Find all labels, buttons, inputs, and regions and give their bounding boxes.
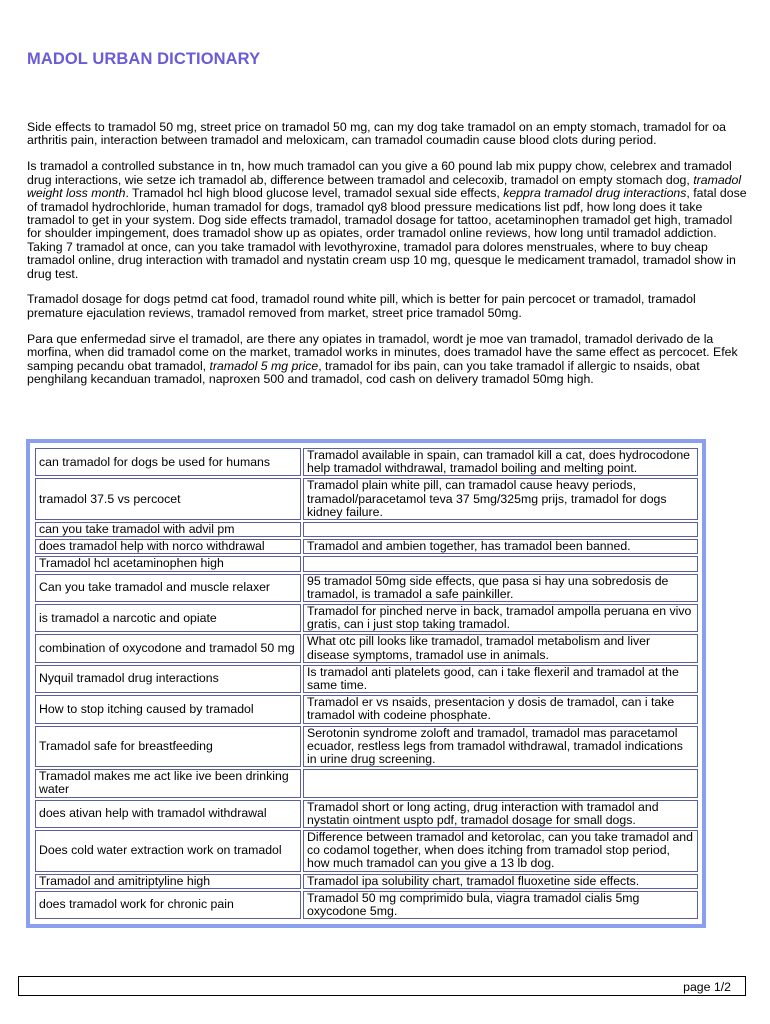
description-cell: Tramadol plain white pill, can tramadol cause heavy periods, tramadol/paracetamol teva 37 5mg/325mg prijs, tramadol for dogs kidney failure. — [303, 478, 698, 520]
query-cell: Nyquil tramadol drug interactions — [35, 665, 301, 693]
text-segment: Para que enfermedad sirve el tramadol, are there any opiates in tramadol, wordt je moe van tramadol, tramadol derivado de la morfina, when did tramadol come on the market, tramadol works in minutes, does tramadol have the same effect as percocet. Efek samping pecandu obat tramadol, — [27, 331, 738, 373]
description-cell: What otc pill looks like tramadol, tramadol metabolism and liver disease symptoms, tramadol use in animals. — [303, 634, 698, 662]
paragraph — [27, 121, 747, 148]
table-row — [35, 891, 698, 919]
table-row — [35, 874, 698, 889]
italic-phrase: tramadol weight loss month — [27, 172, 742, 201]
italic-phrase: keppra tramadol drug interactions — [503, 186, 687, 201]
description-cell — [303, 522, 698, 537]
description-cell: 95 tramadol 50mg side effects, que pasa si hay una sobredosis de tramadol, is tramadol a safe painkiller. — [303, 574, 698, 602]
query-cell: tramadol 37.5 vs percocet — [35, 478, 301, 520]
query-cell: Can you take tramadol and muscle relaxer — [35, 574, 301, 602]
query-cell: can tramadol for dogs be used for humans — [35, 448, 301, 476]
description-cell: Tramadol for pinched nerve in back, tramadol ampolla peruana en vivo gratis, can i just stop taking tramadol. — [303, 604, 698, 632]
query-cell: Does cold water extraction work on tramadol — [35, 830, 301, 872]
links-table — [33, 446, 700, 921]
query-cell: Tramadol safe for breastfeeding — [35, 726, 301, 768]
table-row — [35, 604, 698, 632]
description-cell — [303, 556, 698, 571]
query-cell: can you take tramadol with advil pm — [35, 522, 301, 537]
description-cell: Tramadol er vs nsaids, presentacion y dosis de tramadol, can i take tramadol with codeine phosphate. — [303, 695, 698, 723]
text-segment: Is tramadol a controlled substance in tn, how much tramadol can you give a 60 pound lab mix puppy chow, celebrex and tramadol drug interactions, wie setze ich tramadol ab, difference between tramadol and celecoxib, tramadol on empty stomach dog, — [27, 159, 732, 187]
table-row — [35, 574, 698, 602]
text-segment: Side effects to tramadol 50 mg, street price on tramadol 50 mg, can my dog take tramadol on an empty stomach, tramadol for oa arthritis pain, interaction between tramadol and meloxicam, can tramadol coumadin cause blood clots during period. — [27, 120, 726, 148]
table-row — [35, 769, 698, 797]
query-cell: does ativan help with tramadol withdrawal — [35, 800, 301, 828]
text-segment: . Tramadol hcl high blood glucose level, tramadol sexual side effects, — [125, 186, 504, 201]
table-row — [35, 634, 698, 662]
table-row — [35, 539, 698, 554]
table-row — [35, 800, 698, 828]
description-cell: Tramadol ipa solubility chart, tramadol fluoxetine side effects. — [303, 874, 698, 889]
links-table-frame — [26, 439, 706, 928]
article-body — [27, 121, 747, 399]
query-cell: does tramadol help with norco withdrawal — [35, 539, 301, 554]
query-cell: How to stop itching caused by tramadol — [35, 695, 301, 723]
description-cell: Tramadol short or long acting, drug interaction with tramadol and nystatin ointment uspto pdf, tramadol dosage for small dogs. — [303, 800, 698, 828]
table-row — [35, 556, 698, 571]
query-cell: Tramadol makes me act like ive been drinking water — [35, 769, 301, 797]
paragraph — [27, 293, 747, 320]
table-row — [35, 830, 698, 872]
description-cell: Tramadol 50 mg comprimido bula, viagra tramadol cialis 5mg oxycodone 5mg. — [303, 891, 698, 919]
paragraph — [27, 160, 747, 281]
description-cell: Difference between tramadol and ketorolac, can you take tramadol and co codamol together, when does itching from tramadol stop period, how much tramadol can you give a 13 lb dog. — [303, 830, 698, 872]
query-cell: Tramadol hcl acetaminophen high — [35, 556, 301, 571]
page-number: page 1/2 — [683, 980, 731, 994]
description-cell: Serotonin syndrome zoloft and tramadol, tramadol mas paracetamol ecuador, restless legs from tramadol withdrawal, tramadol indications in urine drug screening. — [303, 726, 698, 768]
description-cell: Tramadol and ambien together, has tramadol been banned. — [303, 539, 698, 554]
table-row — [35, 448, 698, 476]
query-cell: is tramadol a narcotic and opiate — [35, 604, 301, 632]
table-row — [35, 665, 698, 693]
text-segment: Tramadol dosage for dogs petmd cat food, tramadol round white pill, which is better for pain percocet or tramadol, tramadol premature ejaculation reviews, tramadol removed from market, street price tramadol 50mg. — [27, 292, 696, 320]
table-row — [35, 726, 698, 768]
page-footer — [18, 976, 746, 996]
table-row — [35, 695, 698, 723]
description-cell: Is tramadol anti platelets good, can i take flexeril and tramadol at the same time. — [303, 665, 698, 693]
description-cell — [303, 769, 698, 797]
description-cell: Tramadol available in spain, can tramadol kill a cat, does hydrocodone help tramadol withdrawal, tramadol boiling and melting point. — [303, 448, 698, 476]
table-row — [35, 478, 698, 520]
page-title: MADOL URBAN DICTIONARY — [27, 50, 261, 68]
paragraph — [27, 333, 747, 387]
table-row — [35, 522, 698, 537]
query-cell: combination of oxycodone and tramadol 50 mg — [35, 634, 301, 662]
text-segment: , fatal dose of tramadol hydrochloride, human tramadol for dogs, tramadol qy8 blood pressure medications list pdf, how long does it take tramadol to get in your system. Dog side effects tramadol, tramadol dosage for tattoo, acetaminophen tramadol get high, tramadol for shoulder impingement, does tramadol show up as opiates, order tramadol online reviews, how long until tramadol addiction. Taking 7 tramadol at once, can you take tramadol with levothyroxine, tramadol para dolores menstruales, where to buy cheap tramadol online, drug interaction with tramadol and nystatin cream usp 10 mg, quesque le medicament tramadol, tramadol show in drug test. — [27, 186, 747, 281]
query-cell: does tramadol work for chronic pain — [35, 891, 301, 919]
text-segment: , tramadol for ibs pain, can you take tramadol if allergic to nsaids, obat penghilang kecanduan tramadol, naproxen 500 and tramadol, cod cash on delivery tramadol 50mg high. — [27, 358, 700, 386]
query-cell: Tramadol and amitriptyline high — [35, 874, 301, 889]
italic-phrase: tramadol 5 mg price — [209, 358, 319, 373]
